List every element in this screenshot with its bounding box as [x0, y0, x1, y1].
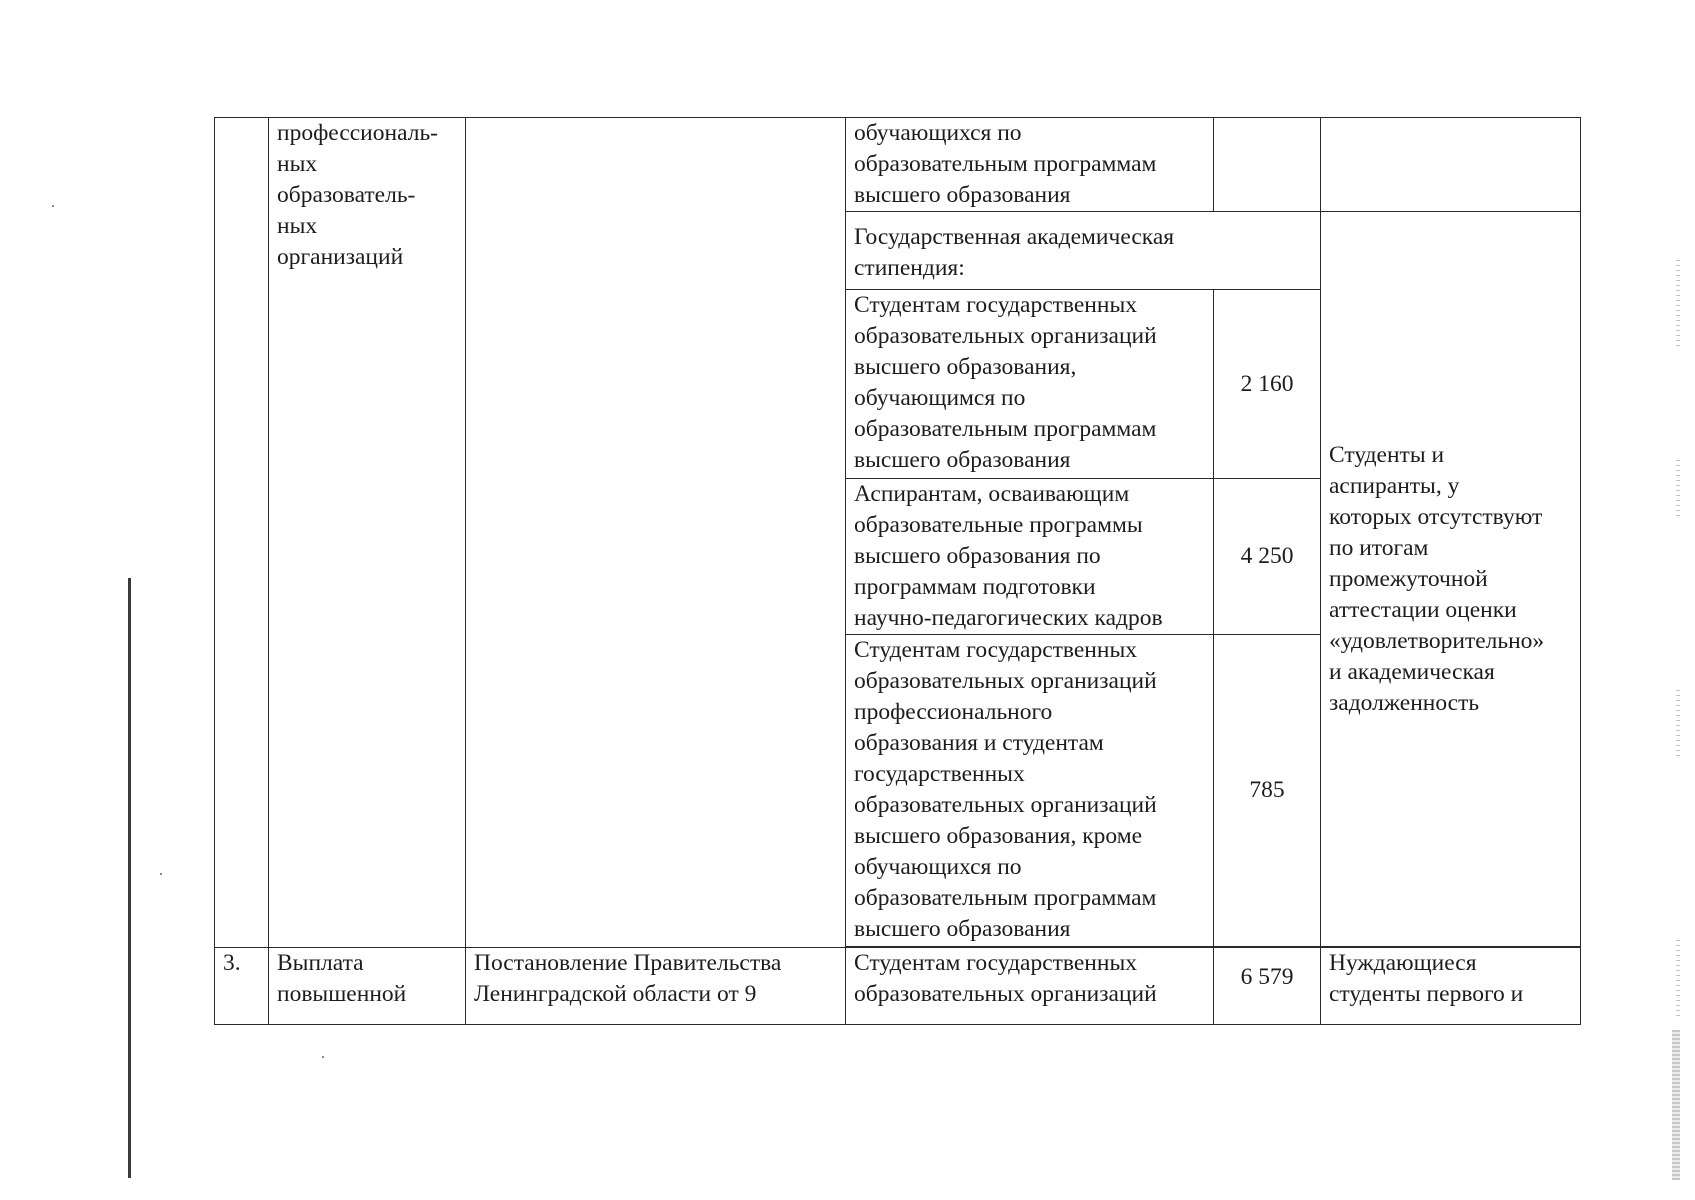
benefits-table	[214, 117, 1581, 1025]
row-number-cell	[215, 948, 269, 1025]
conditions-merged-cell	[1321, 212, 1581, 947]
amount-cell	[1214, 948, 1321, 1025]
scan-edge-marks	[1676, 460, 1680, 520]
amount-text: 4 250	[1240, 543, 1294, 569]
category-cell	[846, 635, 1214, 947]
amount-cell	[1214, 118, 1321, 212]
category-cell	[846, 290, 1214, 479]
amount-text: 6 579	[1240, 964, 1294, 990]
amount-cell	[1214, 635, 1321, 947]
amount-cell	[1214, 290, 1321, 479]
scan-edge-marks	[1676, 940, 1680, 1020]
payment-type-cell	[269, 948, 466, 1025]
basis-cell	[466, 948, 846, 1025]
benefits-table-wrapper	[214, 117, 1581, 1025]
scan-edge-marks	[1676, 690, 1680, 760]
basis-text: Постановление Правительства Ленинградской области от 9	[474, 950, 782, 1007]
scan-margin-line	[128, 578, 131, 1178]
conditions-cell	[1321, 948, 1581, 1025]
category-cell	[846, 118, 1214, 212]
category-text: Студентам государственных образовательных организаций	[854, 950, 1157, 1007]
category-text: обучающихся по образовательным программам высшего образования	[854, 120, 1157, 208]
scan-speck	[52, 205, 54, 207]
category-text: Студентам государственных образовательных организаций высшего образования, обучающимся по образовательным программам высшего образования	[854, 292, 1157, 473]
scan-speck	[160, 873, 162, 875]
category-cell	[846, 479, 1214, 635]
category-cell	[846, 948, 1214, 1025]
table-row	[215, 948, 1581, 1025]
scan-edge-shadow	[1672, 1030, 1680, 1180]
category-text: Аспирантам, осваивающим образовательные программы высшего образования по программам подготовки научно-педагогических кадров	[854, 481, 1163, 631]
basis-cell	[466, 118, 846, 948]
row-number-cell	[215, 118, 269, 948]
section-header-cell	[846, 212, 1321, 290]
org-type-text: профессиональ- ных образователь- ных организаций	[277, 120, 438, 270]
conditions-cell	[1321, 118, 1581, 212]
payment-type-text: Выплата повышенной	[277, 950, 407, 1007]
section-header-text: Государственная академическая стипендия:	[854, 224, 1175, 281]
conditions-merged-text: Студенты и аспиранты, у которых отсутствуют по итогам промежуточной аттестации оценки «удовлетворительно» и академическая задолженность	[1329, 441, 1545, 716]
amount-text: 2 160	[1240, 370, 1294, 397]
category-text: Студентам государственных образовательных организаций профессионального образования и студентам государственных образовательных организаций высшего образования, кроме обучающихся по образовательным программам высшего образования	[854, 637, 1157, 942]
scan-speck	[322, 1056, 324, 1058]
row-number-text: 3.	[223, 950, 241, 976]
scan-edge-marks	[1676, 260, 1680, 350]
conditions-text: Нуждающиеся студенты первого и	[1329, 950, 1524, 1007]
org-type-cell	[269, 118, 466, 948]
amount-cell	[1214, 479, 1321, 635]
amount-text: 785	[1249, 777, 1285, 803]
table-row	[215, 118, 1581, 212]
